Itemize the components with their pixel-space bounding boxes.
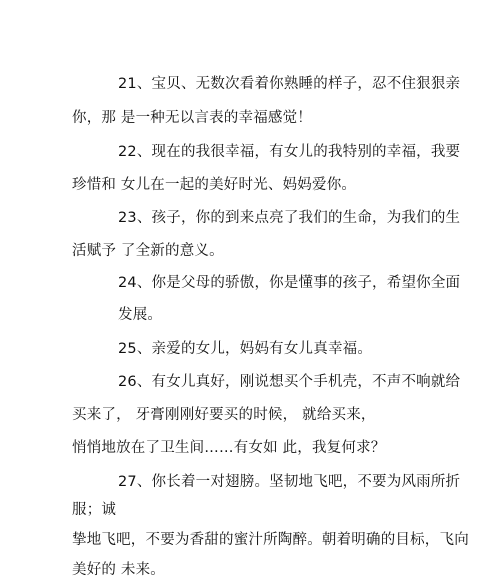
paragraph-24-line-1: 24、你是父母的骄傲，你是懂事的孩子，希望你全面 [118,275,461,291]
paragraph-27-line-3: 挚地飞吧，不要为香甜的蜜汁所陶醉。朝着明确的目标，飞向 [72,532,469,548]
paragraph-27-line-2: 服；诚 [72,502,117,518]
paragraph-23-line-2: 活赋予 了全新的意义。 [72,243,224,259]
paragraph-22-line-1: 22、现在的我很幸福，有女儿的我特别的幸福，我要 [118,144,461,160]
paragraph-27-line-4: 美好的 未来。 [72,562,166,578]
paragraph-26-line-2: 买来了， 牙膏刚刚好要买的时候， 就给买来， [72,407,376,423]
paragraph-24-line-2: 发展。 [118,307,163,323]
paragraph-23-line-1: 23、孩子，你的到来点亮了我们的生命，为我们的生 [118,210,461,226]
paragraph-22-line-2: 珍惜和 女儿在一起的美好时光、妈妈爱你。 [72,177,357,193]
paragraph-26-line-1: 26、有女儿真好，刚说想买个手机壳，不声不响就给 [118,374,461,390]
paragraph-21-line-2: 你，那 是一种无以言表的幸福感觉！ [72,110,313,126]
paragraph-26-line-3: 悄悄地放在了卫生间……有女如 此，我复何求？ [72,440,386,456]
paragraph-27-line-1: 27、你长着一对翅膀。坚韧地飞吧，不要为风雨所折 [118,474,461,490]
paragraph-21-line-1: 21、宝贝、无数次看着你熟睡的样子，忍不住狠狠亲 [118,76,461,92]
paragraph-25-line-1: 25、亲爱的女儿，妈妈有女儿真幸福。 [118,341,373,357]
